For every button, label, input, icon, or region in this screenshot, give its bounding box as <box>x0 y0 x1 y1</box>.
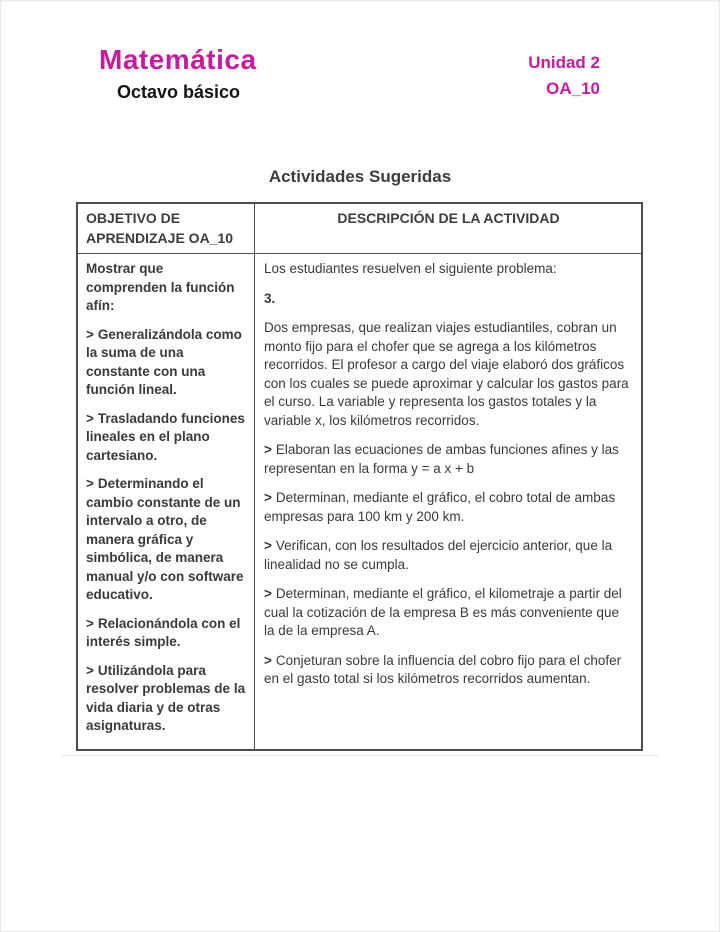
page-title: Matemática <box>99 44 257 75</box>
activity-intro: Los estudiantes resuelven el siguiente problema: <box>264 261 557 276</box>
bullet-marker: > <box>264 490 272 505</box>
section-heading: Actividades Sugeridas <box>268 167 452 186</box>
bullet-marker: > <box>264 442 272 457</box>
objective-bullet-text: Relacionándola con el interés simple. <box>86 615 241 649</box>
activity-bullet <box>264 652 633 689</box>
objective-bullet <box>86 615 246 652</box>
table-header-row <box>78 204 641 254</box>
objective-bullet-text: Utilizándola para resolver problemas de la vida diaria y de otras asignaturas. <box>86 662 246 733</box>
bullet-marker: > <box>264 538 272 553</box>
problem-number: 3. <box>264 290 276 306</box>
activity-bullet-text: Elaboran las ecuaciones de ambas funciones afines y las representan en la forma y = a x + b <box>264 442 619 476</box>
page-scan-artifact-line <box>62 755 658 756</box>
objective-bullet-text: Trasladando funciones lineales en el plano cartesiano. <box>86 410 245 463</box>
objective-bullet <box>86 662 246 736</box>
bullet-marker: > <box>86 326 94 342</box>
bullet-marker: > <box>264 652 272 668</box>
activity-bullet-text: Determinan, mediante el gráfico, el kilometraje a partir del cual la cotización de la empresa B es más conveniente que la de la empresa A. <box>264 586 622 638</box>
bullet-marker: > <box>86 410 94 426</box>
objective-cell <box>78 254 255 751</box>
bullet-marker: > <box>86 476 94 491</box>
activity-header-cell: DESCRIPCIÓN DE LA ACTIVIDAD <box>337 210 560 226</box>
activity-bullet-text: Determinan, mediante el gráfico, el cobro total de ambas empresas para 100 km y 200 km. <box>264 490 616 524</box>
activity-bullet <box>264 489 633 526</box>
activity-cell <box>255 254 641 751</box>
objective-intro: Mostrar que comprenden la función afín: <box>86 261 235 313</box>
bullet-marker: > <box>86 662 94 678</box>
page-subtitle: Octavo básico <box>117 82 241 102</box>
objective-bullet <box>86 475 246 605</box>
objective-bullet-text: Determinando el cambio constante de un intervalo a otro, de manera gráfica y simbólica, de manera manual y/o con software educativo. <box>86 476 244 602</box>
table-body-row <box>78 254 641 751</box>
activity-bullet <box>264 441 633 478</box>
problem-text: Dos empresas, que realizan viajes estudiantiles, cobran un monto fijo para el chofer que se agrega a los kilómetros recorridos. El profesor a cargo del viaje elaboró dos gráficos con los cuales se puede aproximar y calcular los gastos para el curso. La variable y representa los gastos totales y la variable x, los kilómetros recorridos. <box>264 320 629 428</box>
activity-bullet-text: Conjeturan sobre la influencia del cobro fijo para el chofer en el gasto total si los kilómetros recorridos aumentan. <box>264 652 622 686</box>
objective-bullet <box>86 326 246 400</box>
oa-code-label: OA_10 <box>546 79 600 98</box>
bullet-marker: > <box>264 586 272 601</box>
bullet-marker: > <box>86 615 94 631</box>
activity-bullet <box>264 585 633 641</box>
objective-bullet-text: Generalizándola como la suma de una constante con una función lineal. <box>86 326 242 397</box>
activities-table <box>76 202 643 751</box>
objective-header-cell: OBJETIVO DE APRENDIZAJE OA_10 <box>78 204 255 253</box>
activity-bullet-text: Verifican, con los resultados del ejercicio anterior, que la linealidad no se cumpla. <box>264 538 613 572</box>
activity-bullet <box>264 537 633 574</box>
objective-bullet <box>86 410 246 466</box>
unit-label: Unidad 2 <box>528 53 600 72</box>
